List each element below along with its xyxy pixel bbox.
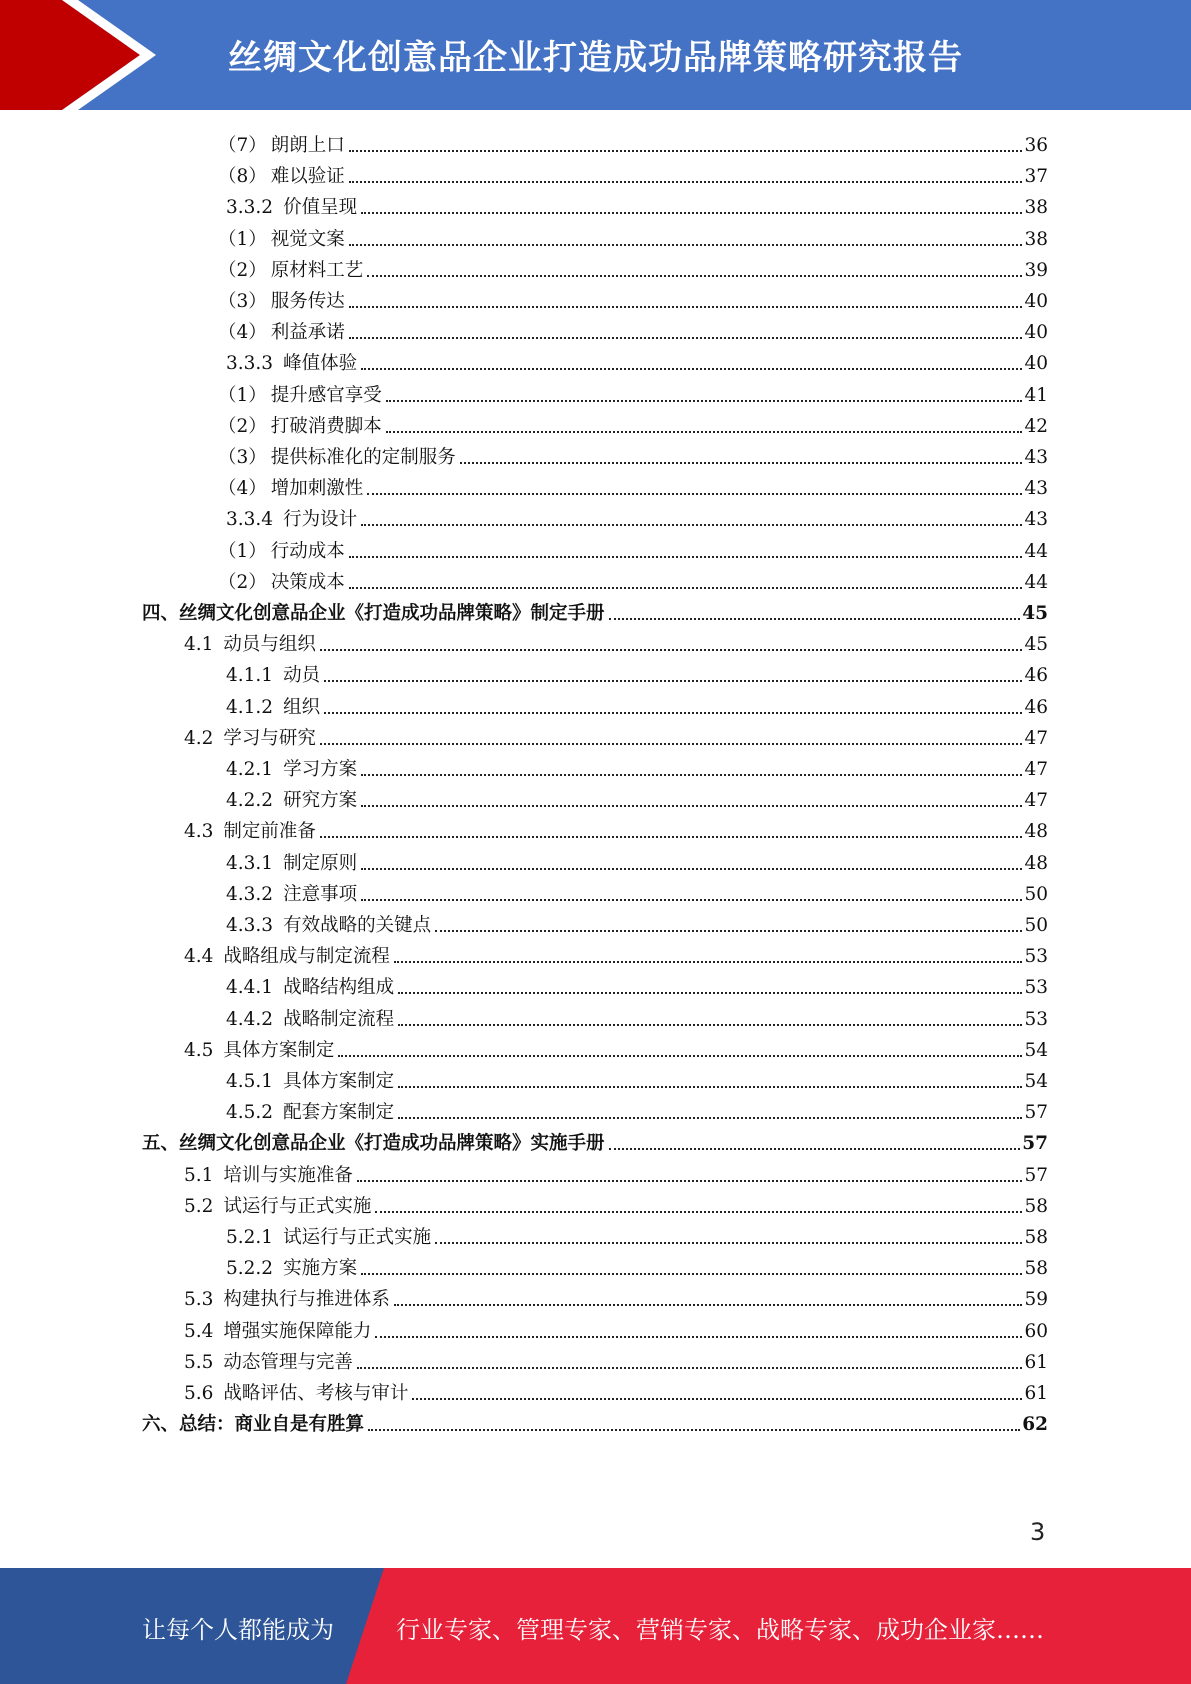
toc-entry-page: 46 xyxy=(1024,665,1048,687)
toc-entry-page: 43 xyxy=(1024,478,1048,500)
toc-entry[interactable] xyxy=(226,783,1048,814)
toc-entry[interactable] xyxy=(184,814,1048,845)
toc-leader-dots xyxy=(357,1367,1023,1369)
toc-entry[interactable] xyxy=(218,315,1048,346)
footer-slogan-right: 行业专家、管理专家、营销专家、战略专家、成功企业家…… xyxy=(396,1616,1044,1644)
page-header xyxy=(0,0,1191,110)
toc-entry[interactable] xyxy=(226,1251,1048,1282)
toc-leader-dots xyxy=(367,275,1022,277)
toc-entry-number: 4.2.1 xyxy=(226,759,274,780)
toc-entry-page: 38 xyxy=(1024,197,1048,219)
toc-entry-title: 具体方案制定 xyxy=(223,1039,335,1061)
toc-entry-number: 5.2 xyxy=(184,1195,214,1217)
toc-entry-page: 40 xyxy=(1024,322,1048,344)
toc-entry-page: 36 xyxy=(1024,135,1048,156)
toc-entry-title: 价值呈现 xyxy=(283,197,358,219)
toc-entry-title: 研究方案 xyxy=(283,790,358,812)
toc-entry-title: 难以验证 xyxy=(270,166,345,188)
toc-entry[interactable] xyxy=(226,190,1048,221)
toc-entry-page: 41 xyxy=(1024,384,1048,406)
toc-leader-dots xyxy=(349,244,1023,246)
toc-entry-page: 50 xyxy=(1024,915,1048,936)
toc-entry-page: 45 xyxy=(1022,603,1048,624)
toc-entry-title: 有效战略的关键点 xyxy=(283,915,432,936)
toc-leader-dots xyxy=(349,556,1023,558)
report-title: 丝绸文化创意品企业打造成功品牌策略研究报告 xyxy=(228,38,963,78)
toc-entry[interactable] xyxy=(218,222,1048,253)
toc-entry-title: 试运行与正式实施 xyxy=(223,1195,372,1217)
toc-entry-page: 39 xyxy=(1024,259,1048,281)
toc-entry-title: 行动成本 xyxy=(270,540,345,562)
toc-leader-dots xyxy=(361,524,1022,526)
toc-leader-dots xyxy=(361,212,1022,214)
toc-entry-page: 47 xyxy=(1024,759,1048,780)
toc-entry-page: 53 xyxy=(1024,946,1048,968)
toc-entry-page: 54 xyxy=(1024,1039,1048,1061)
toc-entry-number: 5.1 xyxy=(184,1164,214,1186)
toc-entry-title: 注意事项 xyxy=(283,883,358,905)
toc-entry-title: 配套方案制定 xyxy=(283,1102,395,1124)
footer-slogan-left: 让每个人都能成为 xyxy=(142,1616,334,1644)
toc-entry-page: 48 xyxy=(1024,821,1048,843)
toc-entry-number: （2） xyxy=(218,259,267,281)
toc-entry-number: （1） xyxy=(218,384,267,406)
toc-entry-title: 动员与组织 xyxy=(223,634,316,656)
toc-entry-number: （8） xyxy=(218,166,267,188)
toc-entry-number: （3） xyxy=(218,291,267,312)
toc-entry[interactable] xyxy=(142,1126,1048,1157)
toc-entry-title: 视觉文案 xyxy=(270,228,345,250)
toc-entry[interactable] xyxy=(218,378,1048,409)
toc-leader-dots xyxy=(361,368,1022,370)
page-footer xyxy=(0,1568,1191,1684)
toc-entry[interactable] xyxy=(184,1158,1048,1189)
toc-leader-dots xyxy=(368,1429,1020,1431)
toc-entry[interactable] xyxy=(218,128,1048,159)
toc-leader-dots xyxy=(361,868,1022,870)
toc-entry-page: 44 xyxy=(1024,571,1048,593)
toc-entry-title: 动员 xyxy=(283,665,321,687)
toc-entry-title: 朗朗上口 xyxy=(270,135,345,156)
toc-leader-dots xyxy=(361,899,1022,901)
toc-entry-number: 3.3.2 xyxy=(226,197,274,219)
toc-entry-number: 5.5 xyxy=(184,1351,214,1373)
toc-entry[interactable] xyxy=(218,159,1048,190)
toc-entry-number: 5.3 xyxy=(184,1289,214,1311)
toc-leader-dots xyxy=(349,306,1023,308)
toc-entry[interactable] xyxy=(142,1407,1048,1438)
toc-entry-number: （1） xyxy=(218,540,267,562)
toc-entry[interactable] xyxy=(226,908,1048,939)
toc-entry[interactable] xyxy=(184,1189,1048,1220)
toc-entry-page: 43 xyxy=(1024,447,1048,468)
toc-entry-number: 4.2.2 xyxy=(226,790,274,812)
toc-entry[interactable] xyxy=(218,534,1048,565)
toc-entry[interactable] xyxy=(184,1314,1048,1345)
toc-entry-title: 原材料工艺 xyxy=(270,259,364,281)
toc-entry-title: 组织 xyxy=(283,696,321,718)
toc-entry[interactable] xyxy=(184,1376,1048,1407)
toc-entry-page: 45 xyxy=(1024,634,1048,656)
toc-entry-title: 战略评估、考核与审计 xyxy=(223,1383,409,1404)
toc-entry-page: 42 xyxy=(1024,415,1048,437)
toc-entry-number: （3） xyxy=(218,447,267,468)
toc-entry-number: 4.3.2 xyxy=(226,883,274,905)
toc-entry-number: 4.5 xyxy=(184,1039,214,1061)
toc-entry[interactable] xyxy=(226,752,1048,783)
toc-entry[interactable] xyxy=(226,970,1048,1001)
toc-entry[interactable] xyxy=(226,502,1048,533)
toc-entry[interactable] xyxy=(184,1033,1048,1064)
toc-entry-number: （4） xyxy=(218,322,267,344)
toc-entry-page: 61 xyxy=(1024,1383,1048,1404)
toc-entry[interactable] xyxy=(226,1002,1048,1033)
toc-entry-title: 试运行与正式实施 xyxy=(283,1227,432,1248)
toc-entry-title: 学习与研究 xyxy=(223,727,316,749)
toc-entry-title: 增加刺激性 xyxy=(270,478,364,500)
toc-entry-page: 40 xyxy=(1024,353,1048,375)
toc-entry[interactable] xyxy=(226,690,1048,721)
toc-entry-title: 利益承诺 xyxy=(270,322,345,344)
toc-entry-title: 丝绸文化创意品企业《打造成功品牌策略》制定手册 xyxy=(179,603,605,624)
toc-entry-number: 4.1 xyxy=(184,634,214,656)
toc-entry-title: 提升感官享受 xyxy=(270,384,382,406)
toc-leader-dots xyxy=(361,805,1022,807)
toc-leader-dots xyxy=(386,431,1023,433)
toc-entry-page: 40 xyxy=(1024,291,1048,312)
toc-entry[interactable] xyxy=(142,596,1048,627)
toc-entry-title: 战略制定流程 xyxy=(283,1008,395,1030)
toc-entry-title: 提供标准化的定制服务 xyxy=(270,447,456,468)
toc-leader-dots xyxy=(398,1024,1022,1026)
toc-entry[interactable] xyxy=(226,877,1048,908)
toc-leader-dots xyxy=(386,400,1023,402)
toc-entry-number: （7） xyxy=(218,135,267,156)
toc-entry[interactable] xyxy=(184,721,1048,752)
toc-entry-page: 46 xyxy=(1024,696,1048,718)
toc-entry-title: 实施方案 xyxy=(283,1258,358,1280)
toc-entry-title: 动态管理与完善 xyxy=(223,1351,353,1373)
toc-leader-dots xyxy=(412,1398,1022,1400)
toc-entry[interactable] xyxy=(184,1345,1048,1376)
toc-entry-page: 53 xyxy=(1024,1008,1048,1030)
toc-entry-page: 58 xyxy=(1024,1258,1048,1280)
toc-entry-page: 44 xyxy=(1024,540,1048,562)
toc-entry-page: 47 xyxy=(1024,727,1048,749)
toc-entry-number: （2） xyxy=(218,415,267,437)
toc-entry-page: 38 xyxy=(1024,228,1048,250)
toc-leader-dots xyxy=(349,150,1023,152)
toc-leader-dots xyxy=(398,1117,1022,1119)
toc-leader-dots xyxy=(349,337,1023,339)
toc-entry-number: 4.3 xyxy=(184,821,214,843)
toc-entry[interactable] xyxy=(226,846,1048,877)
toc-leader-dots xyxy=(361,774,1022,776)
toc-entry-title: 构建执行与推进体系 xyxy=(223,1289,390,1311)
toc-entry-page: 50 xyxy=(1024,883,1048,905)
toc-entry[interactable] xyxy=(218,284,1048,315)
toc-leader-dots xyxy=(367,493,1022,495)
toc-entry-page: 43 xyxy=(1024,509,1048,531)
toc-leader-dots xyxy=(398,992,1022,994)
toc-leader-dots xyxy=(357,1180,1023,1182)
toc-entry-title: 战略组成与制定流程 xyxy=(223,946,390,968)
toc-leader-dots xyxy=(338,1055,1022,1057)
toc-entry-title: 打破消费脚本 xyxy=(270,415,382,437)
toc-entry-number: 3.3.3 xyxy=(226,353,274,375)
toc-entry[interactable] xyxy=(184,627,1048,658)
toc-entry[interactable] xyxy=(226,346,1048,377)
toc-entry-page: 58 xyxy=(1024,1227,1048,1248)
toc-entry-title: 增强实施保障能力 xyxy=(223,1320,372,1342)
toc-entry-title: 行为设计 xyxy=(283,509,358,531)
toc-leader-dots xyxy=(460,462,1023,464)
toc-leader-dots xyxy=(394,1304,1023,1306)
toc-entry-number: 4.3.1 xyxy=(226,852,274,874)
toc-entry[interactable] xyxy=(226,658,1048,689)
toc-entry-number: （2） xyxy=(218,571,267,593)
toc-entry-number: 4.4.1 xyxy=(226,977,274,999)
toc-entry-number: 4.5.1 xyxy=(226,1071,274,1092)
toc-entry-title: 具体方案制定 xyxy=(283,1071,395,1092)
toc-entry-number: （1） xyxy=(218,228,267,250)
toc-entry-number: 5.4 xyxy=(184,1320,214,1342)
toc-entry[interactable] xyxy=(218,565,1048,596)
toc-entry-number: 六、 xyxy=(142,1414,180,1436)
toc-entry-page: 57 xyxy=(1022,1133,1048,1155)
toc-entry-title: 学习方案 xyxy=(283,759,358,780)
toc-entry-number: 4.4 xyxy=(184,946,214,968)
toc-leader-dots xyxy=(435,930,1022,932)
toc-entry[interactable] xyxy=(218,409,1048,440)
toc-entry-number: 5.6 xyxy=(184,1383,214,1404)
toc-leader-dots xyxy=(324,680,1022,682)
toc-entry-title: 决策成本 xyxy=(270,571,345,593)
toc-entry-title: 制定原则 xyxy=(283,852,358,874)
toc-entry-page: 53 xyxy=(1024,977,1048,999)
toc-entry-number: 4.1.1 xyxy=(226,665,274,687)
toc-entry-title: 总结：商业自是有胜算 xyxy=(179,1414,365,1436)
toc-entry-page: 59 xyxy=(1024,1289,1048,1311)
toc-entry-title: 战略结构组成 xyxy=(283,977,395,999)
toc-entry-number: 4.4.2 xyxy=(226,1008,274,1030)
toc-entry-page: 48 xyxy=(1024,852,1048,874)
page-number: 3 xyxy=(1030,1518,1046,1546)
toc-leader-dots xyxy=(320,743,1023,745)
toc-entry-page: 58 xyxy=(1024,1195,1048,1217)
toc-entry-number: 4.2 xyxy=(184,727,214,749)
toc-leader-dots xyxy=(375,1211,1022,1213)
toc-leader-dots xyxy=(609,1148,1021,1150)
toc-entry-page: 47 xyxy=(1024,790,1048,812)
toc-entry-title: 培训与实施准备 xyxy=(223,1164,353,1186)
toc-leader-dots xyxy=(435,1242,1022,1244)
toc-entry-page: 60 xyxy=(1024,1320,1048,1342)
toc-leader-dots xyxy=(320,649,1023,651)
toc-entry-number: 4.5.2 xyxy=(226,1102,274,1124)
toc-leader-dots xyxy=(349,587,1023,589)
toc-entry-page: 57 xyxy=(1024,1164,1048,1186)
toc-entry[interactable] xyxy=(184,1282,1048,1313)
toc-leader-dots xyxy=(324,712,1022,714)
toc-leader-dots xyxy=(398,1086,1022,1088)
toc-entry-page: 57 xyxy=(1024,1102,1048,1124)
toc-leader-dots xyxy=(394,961,1023,963)
toc-entry-title: 制定前准备 xyxy=(223,821,316,843)
toc-entry-number: （4） xyxy=(218,478,267,500)
toc-entry-number: 四、 xyxy=(142,603,180,624)
toc-leader-dots xyxy=(361,1273,1022,1275)
toc-entry-number: 5.2.2 xyxy=(226,1258,274,1280)
toc-entry-page: 54 xyxy=(1024,1071,1048,1092)
toc-entry[interactable] xyxy=(184,939,1048,970)
toc-entry-page: 62 xyxy=(1022,1414,1048,1436)
toc-entry[interactable] xyxy=(218,471,1048,502)
toc-entry-page: 61 xyxy=(1024,1351,1048,1373)
toc-entry-number: 4.1.2 xyxy=(226,696,274,718)
toc-entry[interactable] xyxy=(226,1220,1048,1251)
toc-entry[interactable] xyxy=(218,253,1048,284)
toc-entry-title: 服务传达 xyxy=(270,291,345,312)
toc-entry-number: 3.3.4 xyxy=(226,509,274,531)
toc-entry[interactable] xyxy=(226,1064,1048,1095)
toc-entry-title: 峰值体验 xyxy=(283,353,358,375)
toc-entry[interactable] xyxy=(218,440,1048,471)
toc-entry-number: 5.2.1 xyxy=(226,1227,274,1248)
toc-leader-dots xyxy=(349,181,1023,183)
toc-entry-number: 4.3.3 xyxy=(226,915,274,936)
toc-leader-dots xyxy=(609,618,1021,620)
toc-entry-page: 37 xyxy=(1024,166,1048,188)
toc-leader-dots xyxy=(375,1336,1022,1338)
toc-entry-number: 五、 xyxy=(142,1133,180,1155)
toc-entry-title: 丝绸文化创意品企业《打造成功品牌策略》实施手册 xyxy=(179,1133,605,1155)
toc-leader-dots xyxy=(320,836,1023,838)
toc-entry[interactable] xyxy=(226,1095,1048,1126)
